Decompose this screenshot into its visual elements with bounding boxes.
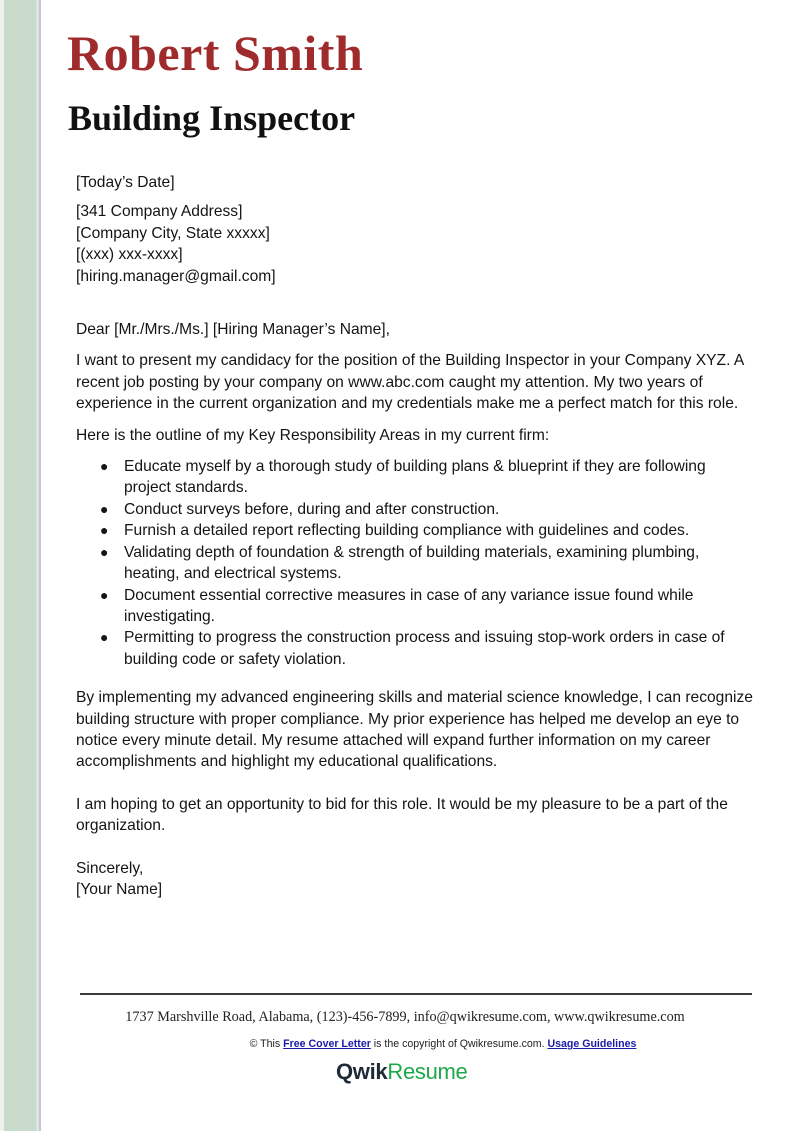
list-item-text: Permitting to progress the construction process and issuing stop-work orders in case of building code or safety violation. [124,629,725,668]
closing-paragraph: I am hoping to get an opportunity to bid for this role. It would be my pleasure to be a part of the organization. [76,795,728,835]
list-item-text: Furnish a detailed report reflecting building compliance with guidelines and codes. [124,522,690,540]
sidebar-accent-bar [4,0,36,1131]
bullet-icon: ● [100,586,109,603]
logo-text-qwik: Qwik [336,1059,388,1084]
signature: [Your Name] [76,880,163,898]
copyright-text: © This [249,1038,284,1050]
footer-contact-info: 1737 Marshville Road, Alabama, (123)-456-7899, info@qwikresume.com, www.qwikresume.com [125,1009,685,1025]
copyright-notice [0,1038,800,1050]
signoff: Sincerely, [76,859,144,877]
list-item [100,542,756,585]
recipient-line: [hiring.manager@gmail.com] [76,267,276,285]
list-item-text: Validating depth of foundation & strength of building materials, examining plumbing, heating, and electrical systems. [124,543,700,583]
body-paragraph: By implementing my advanced engineering skills and material science knowledge, I can recognize building structure with proper compliance. My prior experience has helped me develop an eye to notice every minute detail. My resume attached will expand further information on my career accomplishments and highlight my educational qualifications. [76,689,753,771]
list-item [100,456,756,499]
letter-date: [Today’s Date] [76,174,175,191]
list-item [100,627,756,670]
free-cover-letter-link[interactable]: Free Cover Letter [283,1038,371,1050]
kra-list [76,456,756,670]
job-title: Building Inspector [68,98,356,138]
recipient-address [76,201,756,287]
logo-text-resume: Resume [387,1059,468,1084]
bullet-icon: ● [100,458,109,475]
bullet-icon: ● [100,500,109,517]
recipient-line: [(xxx) xxx-xxxx] [76,246,183,264]
salutation: Dear [Mr./Mrs./Ms.] [Hiring Manager’s Name], [76,321,390,339]
applicant-name: Robert Smith [67,25,364,81]
copyright-text: is the copyright of Qwikresume.com. [370,1038,548,1050]
bullet-icon: ● [100,543,109,560]
footer-divider [80,993,752,995]
qwikresume-logo [336,1059,468,1085]
list-item-text: Document essential corrective measures in case of any variance issue found while investigating. [124,586,694,625]
list-item [100,520,756,541]
sidebar-divider-line [39,0,41,1131]
recipient-line: [341 Company Address] [76,203,243,221]
list-item [100,499,756,520]
list-item [100,585,756,628]
usage-guidelines-link[interactable]: Usage Guidelines [547,1038,637,1050]
bullet-icon: ● [100,522,109,539]
list-item-text: Conduct surveys before, during and after construction. [124,500,500,518]
letter-body [76,172,756,900]
recipient-line: [Company City, State xxxxx] [76,224,270,242]
list-item-text: Educate myself by a thorough study of building plans & blueprint if they are following project standards. [124,458,706,497]
kra-heading: Here is the outline of my Key Responsibility Areas in my current firm: [76,426,550,444]
intro-paragraph: I want to present my candidacy for the position of the Building Inspector in your Company XYZ. A recent job posting by your company on www.abc.com caught my attention. My two years of experience in the current organization and my credentials make me a perfect match for this role. [76,352,744,413]
bullet-icon: ● [100,629,109,646]
